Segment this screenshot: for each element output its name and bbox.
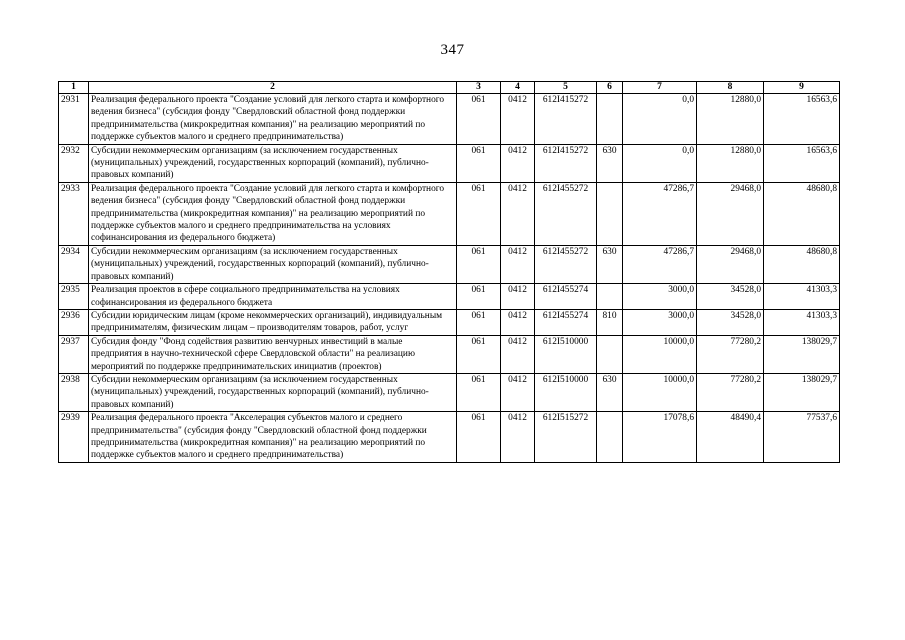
cell-col4: 0412 — [501, 309, 535, 335]
row-number: 2933 — [59, 182, 89, 245]
cell-col7: 0,0 — [623, 144, 697, 182]
row-name: Реализация федерального проекта "Акселерация субъектов малого и среднего предпринимательства" (субсидия фонду "Свердловский областной фонд поддержки предпринимательства (микрокредитная компания)" на реализацию мероприятий по поддержке субъектов малого и среднего предпринимательства) — [89, 412, 457, 463]
table-row — [59, 182, 840, 245]
cell-col9: 138029,7 — [764, 373, 840, 411]
column-header: 7 — [623, 82, 697, 94]
table-row — [59, 245, 840, 283]
table-row — [59, 309, 840, 335]
cell-col8: 34528,0 — [697, 284, 764, 310]
cell-col6: 630 — [597, 144, 623, 182]
column-header: 8 — [697, 82, 764, 94]
cell-col7: 3000,0 — [623, 284, 697, 310]
column-header: 3 — [457, 82, 501, 94]
cell-col9: 77537,6 — [764, 412, 840, 463]
cell-col6: 630 — [597, 373, 623, 411]
cell-col9: 48680,8 — [764, 245, 840, 283]
row-name: Реализация федерального проекта "Создание условий для легкого старта и комфортного ведения бизнеса" (субсидия фонду "Свердловский областной фонд поддержки предпринимательства (микрокредитная компания)" на реализацию мероприятий по поддержке субъектов малого и среднего предпринимательства на условиях софинансирования из федерального бюджета) — [89, 182, 457, 245]
table-row — [59, 373, 840, 411]
row-name: Реализация проектов в сфере социального предпринимательства на условиях софинансирования из федерального бюджета — [89, 284, 457, 310]
cell-col5: 612I455272 — [535, 182, 597, 245]
cell-col4: 0412 — [501, 284, 535, 310]
page-number: 347 — [440, 42, 465, 58]
cell-col7: 3000,0 — [623, 309, 697, 335]
column-header: 2 — [89, 82, 457, 94]
row-number: 2937 — [59, 335, 89, 373]
row-number: 2939 — [59, 412, 89, 463]
row-name: Субсидии некоммерческим организациям (за исключением государственных (муниципальных) учреждений, государственных корпораций (компаний), публично-правовых компаний) — [89, 373, 457, 411]
cell-col3: 061 — [457, 94, 501, 145]
row-number: 2934 — [59, 245, 89, 283]
cell-col7: 17078,6 — [623, 412, 697, 463]
cell-col6 — [597, 335, 623, 373]
cell-col6 — [597, 412, 623, 463]
column-header: 1 — [59, 82, 89, 94]
row-name: Субсидия фонду "Фонд содействия развитию венчурных инвестиций в малые предприятия в научно-технической сфере Свердловской области" на реализацию мероприятий по поддержке предпринимательских инициатив (проектов) — [89, 335, 457, 373]
cell-col4: 0412 — [501, 94, 535, 145]
cell-col9: 48680,8 — [764, 182, 840, 245]
cell-col5: 612I515272 — [535, 412, 597, 463]
column-header: 6 — [597, 82, 623, 94]
row-name: Субсидии некоммерческим организациям (за исключением государственных (муниципальных) учреждений, государственных корпораций (компаний), публично-правовых компаний) — [89, 245, 457, 283]
cell-col9: 138029,7 — [764, 335, 840, 373]
budget-table — [58, 81, 840, 463]
row-number: 2936 — [59, 309, 89, 335]
row-number: 2935 — [59, 284, 89, 310]
cell-col5: 612I455272 — [535, 245, 597, 283]
cell-col5: 612I510000 — [535, 335, 597, 373]
cell-col5: 612I510000 — [535, 373, 597, 411]
cell-col4: 0412 — [501, 182, 535, 245]
table-header-row — [59, 82, 840, 94]
cell-col3: 061 — [457, 182, 501, 245]
row-name: Реализация федерального проекта "Создание условий для легкого старта и комфортного ведения бизнеса" (субсидия фонду "Свердловский областной фонд поддержки предпринимательства (микрокредитная компания)" на реализацию мероприятий по поддержке субъектов малого и среднего предпринимательства) — [89, 94, 457, 145]
cell-col5: 612I415272 — [535, 144, 597, 182]
cell-col4: 0412 — [501, 373, 535, 411]
cell-col8: 29468,0 — [697, 182, 764, 245]
cell-col7: 0,0 — [623, 94, 697, 145]
cell-col9: 41303,3 — [764, 284, 840, 310]
cell-col6: 630 — [597, 245, 623, 283]
cell-col8: 77280,2 — [697, 373, 764, 411]
cell-col3: 061 — [457, 284, 501, 310]
cell-col9: 16563,6 — [764, 144, 840, 182]
table-row — [59, 144, 840, 182]
row-number: 2938 — [59, 373, 89, 411]
cell-col5: 612I455274 — [535, 284, 597, 310]
cell-col7: 10000,0 — [623, 335, 697, 373]
row-name: Субсидии юридическим лицам (кроме некоммерческих организаций), индивидуальным предпринимателям, физическим лицам – производителям товаров, работ, услуг — [89, 309, 457, 335]
cell-col3: 061 — [457, 373, 501, 411]
cell-col4: 0412 — [501, 335, 535, 373]
row-name: Субсидии некоммерческим организациям (за исключением государственных (муниципальных) учреждений, государственных корпораций (компаний), публично-правовых компаний) — [89, 144, 457, 182]
row-number: 2931 — [59, 94, 89, 145]
table-row — [59, 412, 840, 463]
cell-col3: 061 — [457, 309, 501, 335]
cell-col8: 12880,0 — [697, 144, 764, 182]
cell-col7: 47286,7 — [623, 245, 697, 283]
cell-col5: 612I455274 — [535, 309, 597, 335]
cell-col6 — [597, 284, 623, 310]
cell-col4: 0412 — [501, 245, 535, 283]
cell-col8: 34528,0 — [697, 309, 764, 335]
cell-col7: 47286,7 — [623, 182, 697, 245]
cell-col4: 0412 — [501, 412, 535, 463]
cell-col3: 061 — [457, 412, 501, 463]
cell-col8: 77280,2 — [697, 335, 764, 373]
cell-col9: 16563,6 — [764, 94, 840, 145]
cell-col5: 612I415272 — [535, 94, 597, 145]
cell-col3: 061 — [457, 144, 501, 182]
cell-col8: 12880,0 — [697, 94, 764, 145]
column-header: 5 — [535, 82, 597, 94]
cell-col6: 810 — [597, 309, 623, 335]
cell-col6 — [597, 182, 623, 245]
cell-col8: 29468,0 — [697, 245, 764, 283]
cell-col9: 41303,3 — [764, 309, 840, 335]
cell-col6 — [597, 94, 623, 145]
column-header: 4 — [501, 82, 535, 94]
cell-col7: 10000,0 — [623, 373, 697, 411]
cell-col4: 0412 — [501, 144, 535, 182]
table-row — [59, 94, 840, 145]
table-row — [59, 284, 840, 310]
cell-col8: 48490,4 — [697, 412, 764, 463]
row-number: 2932 — [59, 144, 89, 182]
column-header: 9 — [764, 82, 840, 94]
table-row — [59, 335, 840, 373]
cell-col3: 061 — [457, 245, 501, 283]
cell-col3: 061 — [457, 335, 501, 373]
